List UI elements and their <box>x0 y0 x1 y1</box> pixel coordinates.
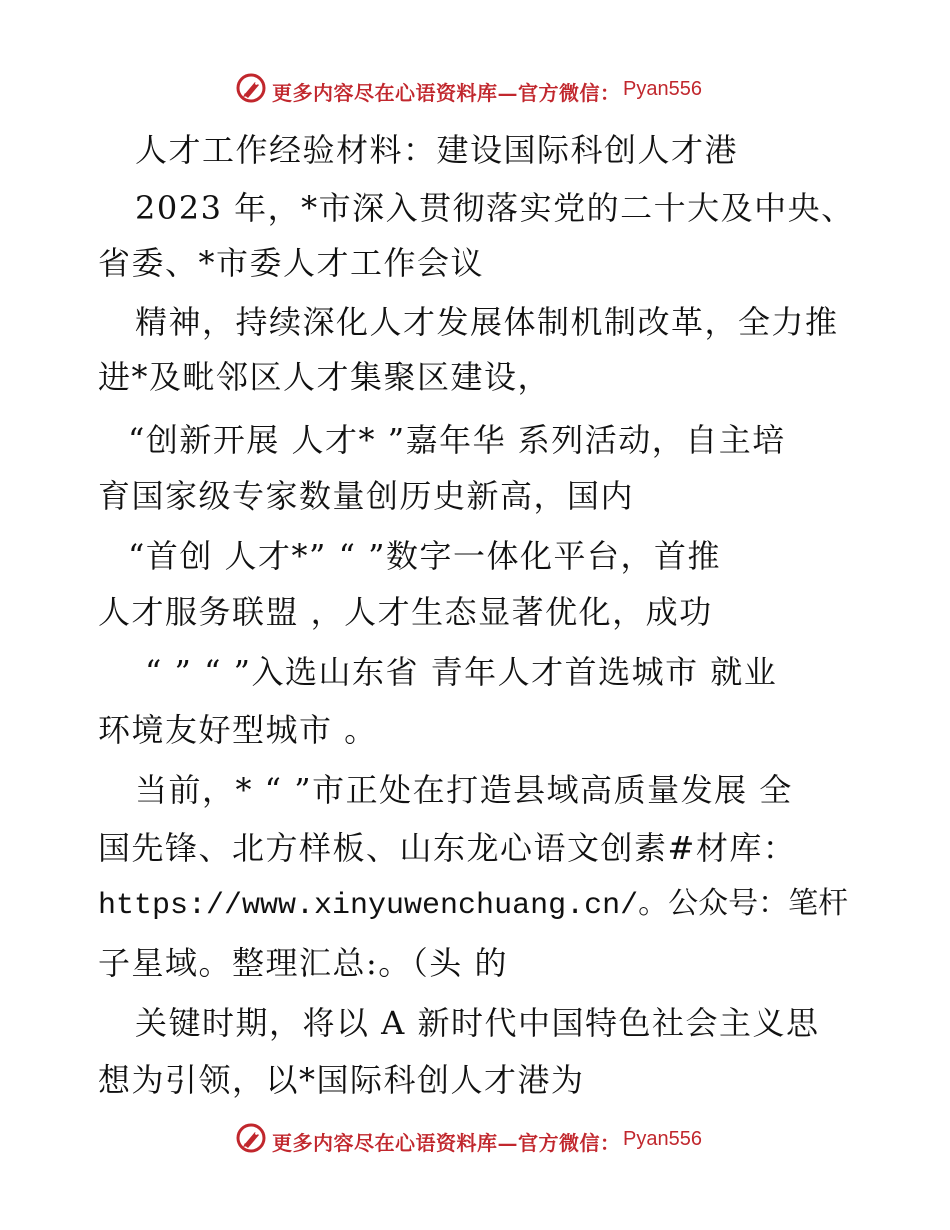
body-line: 关键时期，将以 A 新时代中国特色社会主义思 <box>135 1004 820 1042</box>
title-line: 人才工作经验材料：建设国际科创人才港 <box>135 131 739 169</box>
body-line: 国先锋、北方样板、山东龙心语文创素#材库： <box>98 829 797 867</box>
body-line: 省委、*市委人才工作会议 <box>98 244 485 282</box>
body-line: 进*及毗邻区人才集聚区建设， <box>98 358 552 396</box>
body-line: 人才服务联盟 ，人才生态显著优化，成功 <box>98 593 713 631</box>
body-line: “首创 人才*” “ ”数字一体化平台，首推 <box>128 537 721 575</box>
body-line: 精神，持续深化人才发展体制机制改革，全力推 <box>135 303 839 341</box>
banner-text: 更多内容尽在心语资料库—官方微信： <box>272 81 621 105</box>
banner-text: 更多内容尽在心语资料库—官方微信： <box>272 1131 621 1155</box>
banner-wechat-id: Pyan556 <box>623 78 702 100</box>
body-line-url: https://www.xinyuwenchuang.cn/。公众号：笔杆 <box>98 889 849 923</box>
banner-wechat-id: Pyan556 <box>623 1128 702 1150</box>
body-line: 育国家级专家数量创历史新高，国内 <box>98 477 635 515</box>
body-line: 环境友好型城市 。 <box>98 711 378 749</box>
body-line: 想为引领，以*国际科创人才港为 <box>98 1061 585 1099</box>
footer-watermark-banner <box>0 1120 950 1160</box>
body-line: 子星域。整理汇总:。（头 的 <box>98 944 508 982</box>
body-line: 2023 年，*市深入贯彻落实党的二十大及中央、 <box>135 189 855 227</box>
body-line: “ ” “ ”入选山东省 青年人才首选城市 就业 <box>145 653 778 691</box>
body-line: “创新开展 人才* ”嘉年华 系列活动，自主培 <box>128 421 786 459</box>
pen-nib-logo-icon <box>235 1122 267 1154</box>
body-line: 当前，* “ ”市正处在打造县域高质量发展 全 <box>135 771 793 809</box>
